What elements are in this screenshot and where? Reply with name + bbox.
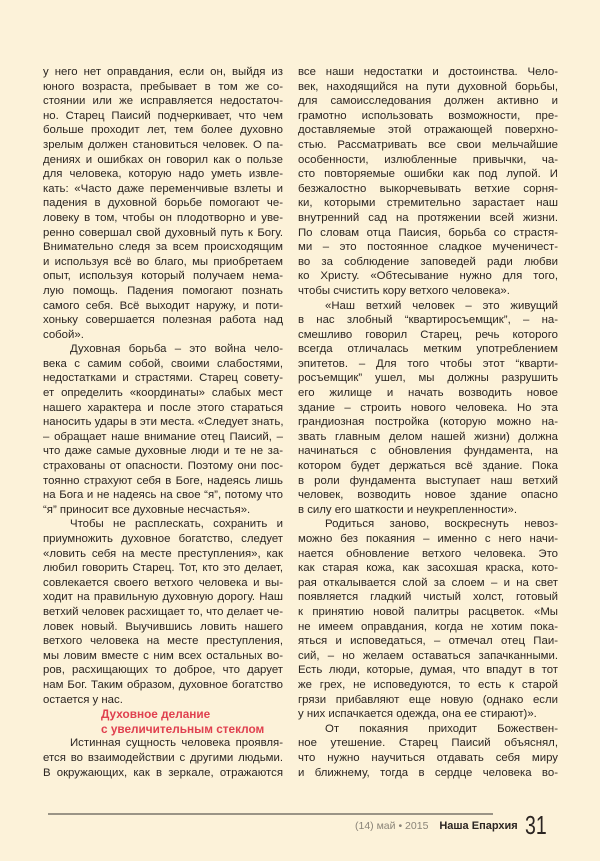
text-line: начинаться с обновления фундамента, на [298,445,558,458]
text-line: – обращает наше внимание отец Паисий, – [43,430,283,443]
footer-year: 2015 [405,820,429,832]
text-line: нашего характера и после этого стараться [43,401,283,414]
text-line: Чтобы не расплескать, сохранить и [70,518,283,531]
text-line: ходит на правильную духовную дорогу. Наш [43,591,283,604]
text-line: для человека, которую надо уметь извле- [43,168,283,181]
text-line: можно без покаяния – именно с него начи- [298,533,558,545]
section-heading-line: с увеличительным стеклом [101,721,265,736]
text-line: смешливо говорил Старец, речь которого [298,328,558,341]
text-line: «ловить себя на месте преступления», как [43,547,283,560]
text-line: века с самим собой, своими слабостями, [43,357,283,370]
text-line: ки, которыми стремительно зарастает наш [298,197,558,210]
text-line: хоньку совершается полезная работа над [43,314,283,327]
text-line: в силу его шаткости и неукрепленности». [298,503,518,516]
text-line: как старая кожа, как засохшая краска, кото- [298,562,558,575]
footer-bullet: • [398,820,403,832]
footer-issue-info [355,820,518,832]
page-number: 31 [525,810,547,840]
text-line: яться и исповедаться, – отмечал отец Паи- [298,635,558,648]
text-line: у них испачкается одежда, она ее стирают)». [298,708,537,721]
section-heading-line: Духовное делание [101,707,211,722]
text-line: ет определить «координаты» слабых мест [43,387,283,400]
article-column-left [43,65,283,780]
text-line: стью. Рассматривать все свои мельчайшие [298,138,558,151]
text-line: Есть люди, которые, думая, что впадут в тот [298,664,558,677]
text-line: От покаяния приходит Божествен- [325,722,558,735]
footer-rule [48,813,493,815]
text-line: росъемщик” ушел, мы должны разрушить [298,372,558,385]
text-line: ное утешение. Старец Паисий объяснял, [298,737,558,750]
text-line: «Наш ветхий человек – это живущий [325,299,558,312]
text-line: юного возраста, пребывает в том же со- [43,80,283,93]
text-line: ловек новый. Выучившись ловить нашего [43,620,283,633]
text-line: же грех, не исповедуются, то есть к старой [298,678,558,691]
text-line: доставляемые этой отражающей поверхно- [298,124,558,137]
text-line: ми – это постоянное сладкое мученичест- [298,241,558,254]
text-line: не имеем оправдания, когда не хотим пока- [298,620,558,633]
text-line: грязи прибавляют еще новую (однако если [298,693,558,706]
text-line: у него нет оправдания, если он, выйдя из [43,66,283,78]
text-line: больше проходит лет, тем более духовно [43,124,283,137]
text-line: ко Христу. «Обтесывание нужно для того, [298,270,558,283]
text-line: появляется гладкий чистый холст, готовый [298,591,558,604]
text-line: грамотно использовать возможности, пре- [298,109,558,122]
text-line: приумножить духовное богатство, следует [43,533,283,545]
text-line: наносить удары в эти места. «Следует знать, [43,416,284,429]
text-line: век, находящийся на пути духовной борьбы, [298,80,558,93]
text-line: внутренний сад на протяжении всей жизни. [298,211,558,224]
text-line: ров, расхищающих то доброе, что дарует [43,664,283,677]
text-line: чтобы счистить кору ветхого человека». [298,284,510,297]
text-line: рая откалывается слой за слоем – и на свет [298,576,558,589]
text-line: мы ловим вместе с ним всех остальных во- [43,649,283,662]
text-line: страхованы от опасности. Поэтому они пос- [43,460,283,473]
text-line: По словам отца Паисия, борьба со страстя- [298,226,558,239]
text-line: на Бога и не надеясь на свое “я”, потому что [43,489,283,502]
text-line: В окружающих, как в зеркале, отражаются [43,766,283,779]
text-line: звать главным делом нашей жизни) должна [298,430,558,443]
text-line: и используя всё во благо, мы приобретаем [43,255,283,268]
text-line: “я” приносит все духовные несчастья». [43,503,251,516]
text-line: остается у нас. [43,693,123,706]
text-line: ется во взаимодействии с другими людьми. [43,751,283,764]
text-line: совлекается своего ветхого человека и вы- [43,576,283,589]
text-line: Духовная борьба – это война чело- [70,343,283,356]
text-line: падения в духовной борьбе помогают че- [43,197,283,210]
text-line: ветхий человек расхищает то, что делает че- [43,605,283,618]
text-line: здание – строить нового человека. Но эта [298,401,558,414]
text-line: зрелым должен становиться человек. О па- [43,138,283,151]
text-line: котором будет держаться всё здание. Пока [298,460,558,473]
text-line: Родиться заново, воскреснуть невоз- [325,518,558,531]
text-line: во за соблюдение заповедей ради любви [298,255,558,268]
text-line: грандиозная постройка (которую можно на- [298,416,558,429]
text-line: тоянно страхуют себя в Боге, надеясь лишь [43,474,283,487]
text-line: самого себя. Всё выходит наружу, и поти- [43,299,283,312]
text-line: ловеку в том, чтобы он плодотворно и уве- [43,211,283,224]
text-line: в роли фундамента выступает наш ветхий [298,474,558,487]
text-line: кать: «Часто даже переменчивые взлеты и [43,182,283,195]
text-line: Истинная сущность человека проявля- [70,737,283,750]
text-line: безжалостно выкорчевывать ветхие сорня- [298,182,558,195]
text-line: всегда отличалась метким употреблением [298,343,558,356]
text-line: стоянии или же исправляется недостаточ- [43,95,283,108]
footer-issue: (14) май [355,820,396,832]
text-line: нается обновление ветхого человека. Это [298,547,558,560]
text-line: недостатками и страстями. Старец совету- [43,372,283,385]
text-line: в нас злобный “квартиросъемщик”, – на- [298,314,558,327]
text-line: ренно совершал свой духовный путь к Богу. [43,226,283,239]
text-line: Внимательно следя за всем происходящим [43,241,283,254]
text-line: особенности, излюбленные привычки, ча- [298,153,558,166]
text-line: но. Старец Паисий подчеркивает, что чем [43,109,283,122]
text-line: эпитетов. – Для того чтобы этот “кварти- [298,357,558,370]
text-line: дениях и ошибках он говорил как о пользе [43,153,283,166]
text-line: человек, возводить новое здание опасно [298,489,558,502]
text-line: все наши недостатки и достоинства. Чело- [298,66,558,78]
text-line: лую помощь. Падения помогают познать [43,284,283,297]
text-line: для самоисследования должен активно и [298,95,558,108]
text-line: сто повторяемые ошибки как под лупой. И [298,168,558,181]
text-line: его жилище и начать возводить новое [298,387,558,400]
text-line: ветхого человека на месте преступления, [43,635,283,648]
text-line: любил говорить Старец. Тот, кто это делает, [43,562,283,575]
text-line: нам Бог. Таким образом, духовное богатство [43,678,283,691]
article-column-right [298,65,558,780]
text-line: что даже самые духовные люди и те не за- [43,445,283,458]
text-line: сий, – но желаем оставаться запачканными. [298,649,558,662]
text-line: и ближнему, тогда в сердце человека во- [298,766,558,779]
text-line: опыт, используя который получаем нема- [43,270,283,283]
text-line: к принятию новой палитры расцветок. «Мы [298,605,558,618]
magazine-title: Наша Епархия [439,820,518,832]
text-line: что нужно научиться отдавать себя миру [298,751,558,764]
text-line: собой». [43,328,84,341]
